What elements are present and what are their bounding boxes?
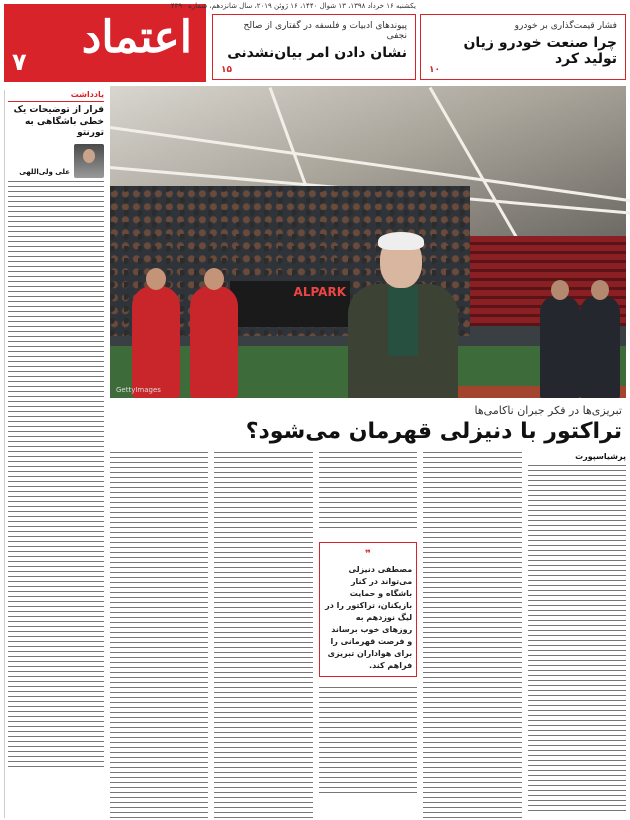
advertising-board: ALPARK [230, 281, 350, 327]
official-figure [540, 296, 580, 398]
newspaper-masthead[interactable] [4, 4, 206, 82]
author-block [8, 144, 104, 178]
pull-quote [319, 542, 417, 677]
article-text [319, 452, 417, 532]
article-column [214, 452, 312, 818]
promo-headline: چرا صنعت خودرو زیان تولید کرد [463, 35, 617, 67]
article-title[interactable]: تراکتور با دنیزلی قهرمان می‌شود؟ [245, 419, 622, 444]
column-tag: یادداشت [8, 90, 104, 102]
article-text [110, 452, 208, 818]
staff-figure [190, 286, 238, 398]
promo-box-auto-industry[interactable] [420, 14, 626, 80]
article-column [423, 452, 521, 818]
opinion-column [4, 90, 104, 818]
coach-figure [348, 236, 458, 398]
article-body [110, 452, 626, 818]
masthead-logo: اعتماد [81, 12, 192, 63]
article-text [528, 465, 626, 815]
pull-quote-text: مصطفی دنیزلی می‌تواند در کنار باشگاه و حمایت بازیکنان، تراکتور را در لیگ نوزدهم به روزهای خوب برساند و فرصت قهرمانی را برای هواداران تبریزی فراهم کند. [325, 565, 413, 670]
article-text [423, 452, 521, 818]
article-column [528, 452, 626, 818]
quote-icon: ❞ [365, 549, 371, 560]
coach-scarf [388, 286, 418, 356]
promo-kicker: پیوندهای ادبیات و فلسفه در گفتاری از صالح نجفی [243, 21, 407, 41]
article-text [214, 452, 312, 818]
author-photo [74, 144, 104, 178]
article-subtitle: تبریزی‌ها در فکر جبران ناکامی‌ها [474, 404, 622, 417]
column-title[interactable]: فرار از توضیحات یک خطی باشگاهی به تورنتو [13, 105, 104, 139]
staff-figure [132, 286, 180, 398]
official-figure [580, 296, 620, 398]
top-banner [0, 0, 630, 86]
promo-box-philosophy[interactable] [212, 14, 416, 80]
promo-page-ref: ۱۵ [221, 65, 232, 75]
article-column [110, 452, 208, 818]
page-number: ۷ [12, 48, 27, 76]
dateline: یکشنبه ۱۶ خرداد ۱۳۹۸، ۱۳ شوال ۱۴۴۰، ۱۶ ژوئن ۲۰۱۹، سال شانزدهم، شماره ۴۳۹۰ [170, 2, 416, 10]
main-article-heading [110, 404, 626, 450]
photo-credit: GettyImages [116, 386, 161, 394]
article-text [319, 687, 417, 797]
column-body-text [8, 181, 104, 771]
promo-kicker: فشار قیمت‌گذاری بر خودرو [514, 21, 617, 31]
coach-hair [378, 232, 424, 250]
article-column [319, 452, 417, 818]
stadium-photo [110, 86, 626, 398]
promo-headline: نشان دادن امر بیان‌نشدنی [227, 45, 407, 61]
author-name: علی ولی‌اللهی [19, 168, 70, 177]
article-byline: پرشیاسپورت [575, 452, 626, 461]
promo-page-ref: ۱۰ [429, 65, 440, 75]
